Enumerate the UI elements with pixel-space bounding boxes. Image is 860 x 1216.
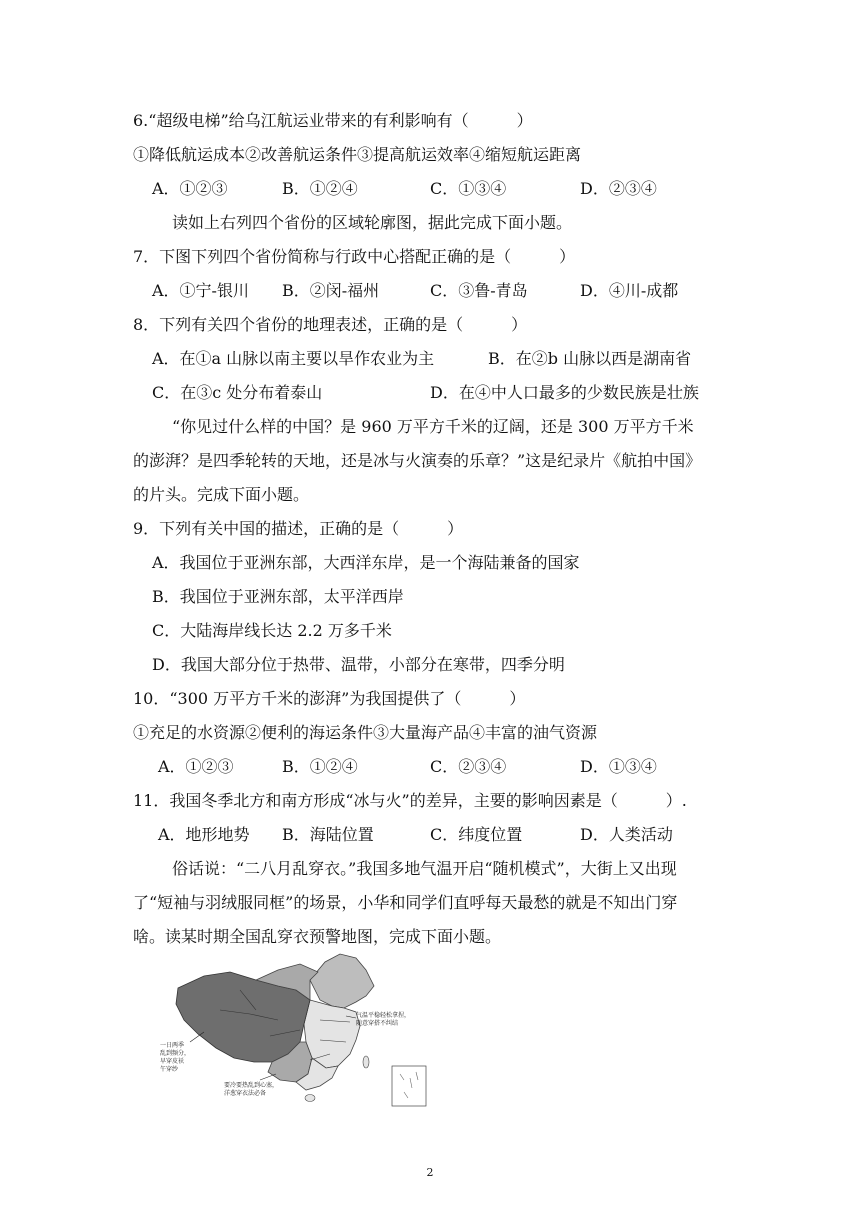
q10-option-d: D．①③④ (580, 757, 657, 776)
map-hainan (305, 1095, 315, 1102)
q10-statements: ①充足的水资源②便利的海运条件③大量海产品④丰富的油气资源 (133, 723, 598, 742)
passage-9-11-line1: “你见过什么样的中国？是 960 万平方千米的辽阔，还是 300 万平方千米 (172, 417, 694, 436)
q9-option-d: D．我国大部分位于热带、温带，小部分在寒带，四季分明 (152, 655, 565, 674)
q11-option-b: B．海陆位置 (282, 825, 374, 844)
q11-stem: 11．我国冬季北方和南方形成“冰与火”的差异，主要的影响因素是（ ）. (133, 791, 687, 810)
map-graphic (160, 950, 440, 1110)
map-taiwan (363, 1056, 369, 1068)
q10-option-a: A．①②③ (158, 757, 234, 776)
passage-map-line1: 俗话说：“二八月乱穿衣。”我国多地气温开启“随机模式”，大街上又出现 (172, 859, 677, 878)
q7-option-b: B．②闵-福州 (282, 281, 380, 300)
q8-option-b: B．在②b 山脉以西是湖南省 (488, 349, 692, 368)
q7-option-a: A．①宁-银川 (152, 281, 249, 300)
map-region-northeast (310, 954, 374, 1008)
china-dressing-warning-map (160, 950, 440, 1110)
q8-stem: 8．下列有关四个省份的地理表述，正确的是（ ） (133, 315, 528, 334)
q11-option-a: A．地形地势 (158, 825, 250, 844)
q7-option-d: D．④川-成都 (580, 281, 679, 300)
passage-map-line2: 了“短袖与羽绒服同框”的场景，小华和同学们直呼每天最愁的就是不知出门穿 (133, 893, 678, 912)
q9-option-c: C．大陆海岸线长达 2.2 万多千米 (152, 621, 392, 640)
map-callout-bottom: 要冷要热乱到心塞， 洋葱穿衣法必备 (224, 1082, 279, 1097)
map-callout-right: 气温平稳轻松拿捏， 随意穿搭不纠结 (356, 1012, 411, 1027)
q11-option-c: C．纬度位置 (430, 825, 523, 844)
q10-option-c: C．②③④ (430, 757, 507, 776)
page-number: 2 (426, 1166, 434, 1179)
q10-stem: 10．“300 万平方千米的澎湃”为我国提供了（ ） (133, 689, 526, 708)
q6-statements: ①降低航运成本②改善航运条件③提高航运效率④缩短航运距离 (133, 145, 582, 164)
q6-option-a: A．①②③ (152, 179, 228, 198)
q6-option-d: D．②③④ (580, 179, 657, 198)
q6-stem: 6.“超级电梯”给乌江航运业带来的有利影响有（ ） (133, 111, 533, 130)
intro-7-8: 读如上右列四个省份的区域轮廓图，据此完成下面小题。 (172, 213, 573, 232)
passage-9-11-line3: 的片头。完成下面小题。 (133, 485, 310, 504)
map-inset-box (392, 1066, 426, 1106)
q7-stem: 7．下图下列四个省份简称与行政中心搭配正确的是（ ） (133, 247, 576, 266)
passage-map-line3: 啥。读某时期全国乱穿衣预警地图，完成下面小题。 (133, 927, 502, 946)
q6-option-b: B．①②④ (282, 179, 358, 198)
q9-option-b: B．我国位于亚洲东部，太平洋西岸 (152, 587, 404, 606)
map-callout-left: 一日两季 乱到频分， 早穿皮袄 午穿纱 (160, 1042, 191, 1073)
q9-stem: 9．下列有关中国的描述，正确的是（ ） (133, 519, 464, 538)
q8-option-d: D．在④中人口最多的少数民族是壮族 (430, 383, 699, 402)
q7-option-c: C．③鲁-青岛 (430, 281, 528, 300)
q9-option-a: A．我国位于亚洲东部，大西洋东岸，是一个海陆兼备的国家 (152, 553, 580, 572)
q8-option-a: A．在①a 山脉以南主要以旱作农业为主 (152, 349, 435, 368)
passage-9-11-line2: 的澎湃？是四季轮转的天地，还是冰与火演奏的乐章？”这是纪录片《航拍中国》 (133, 451, 702, 470)
q11-option-d: D．人类活动 (580, 825, 673, 844)
q6-option-c: C．①③④ (430, 179, 507, 198)
q8-option-c: C．在③c 处分布着泰山 (152, 383, 323, 402)
q10-option-b: B．①②④ (282, 757, 358, 776)
